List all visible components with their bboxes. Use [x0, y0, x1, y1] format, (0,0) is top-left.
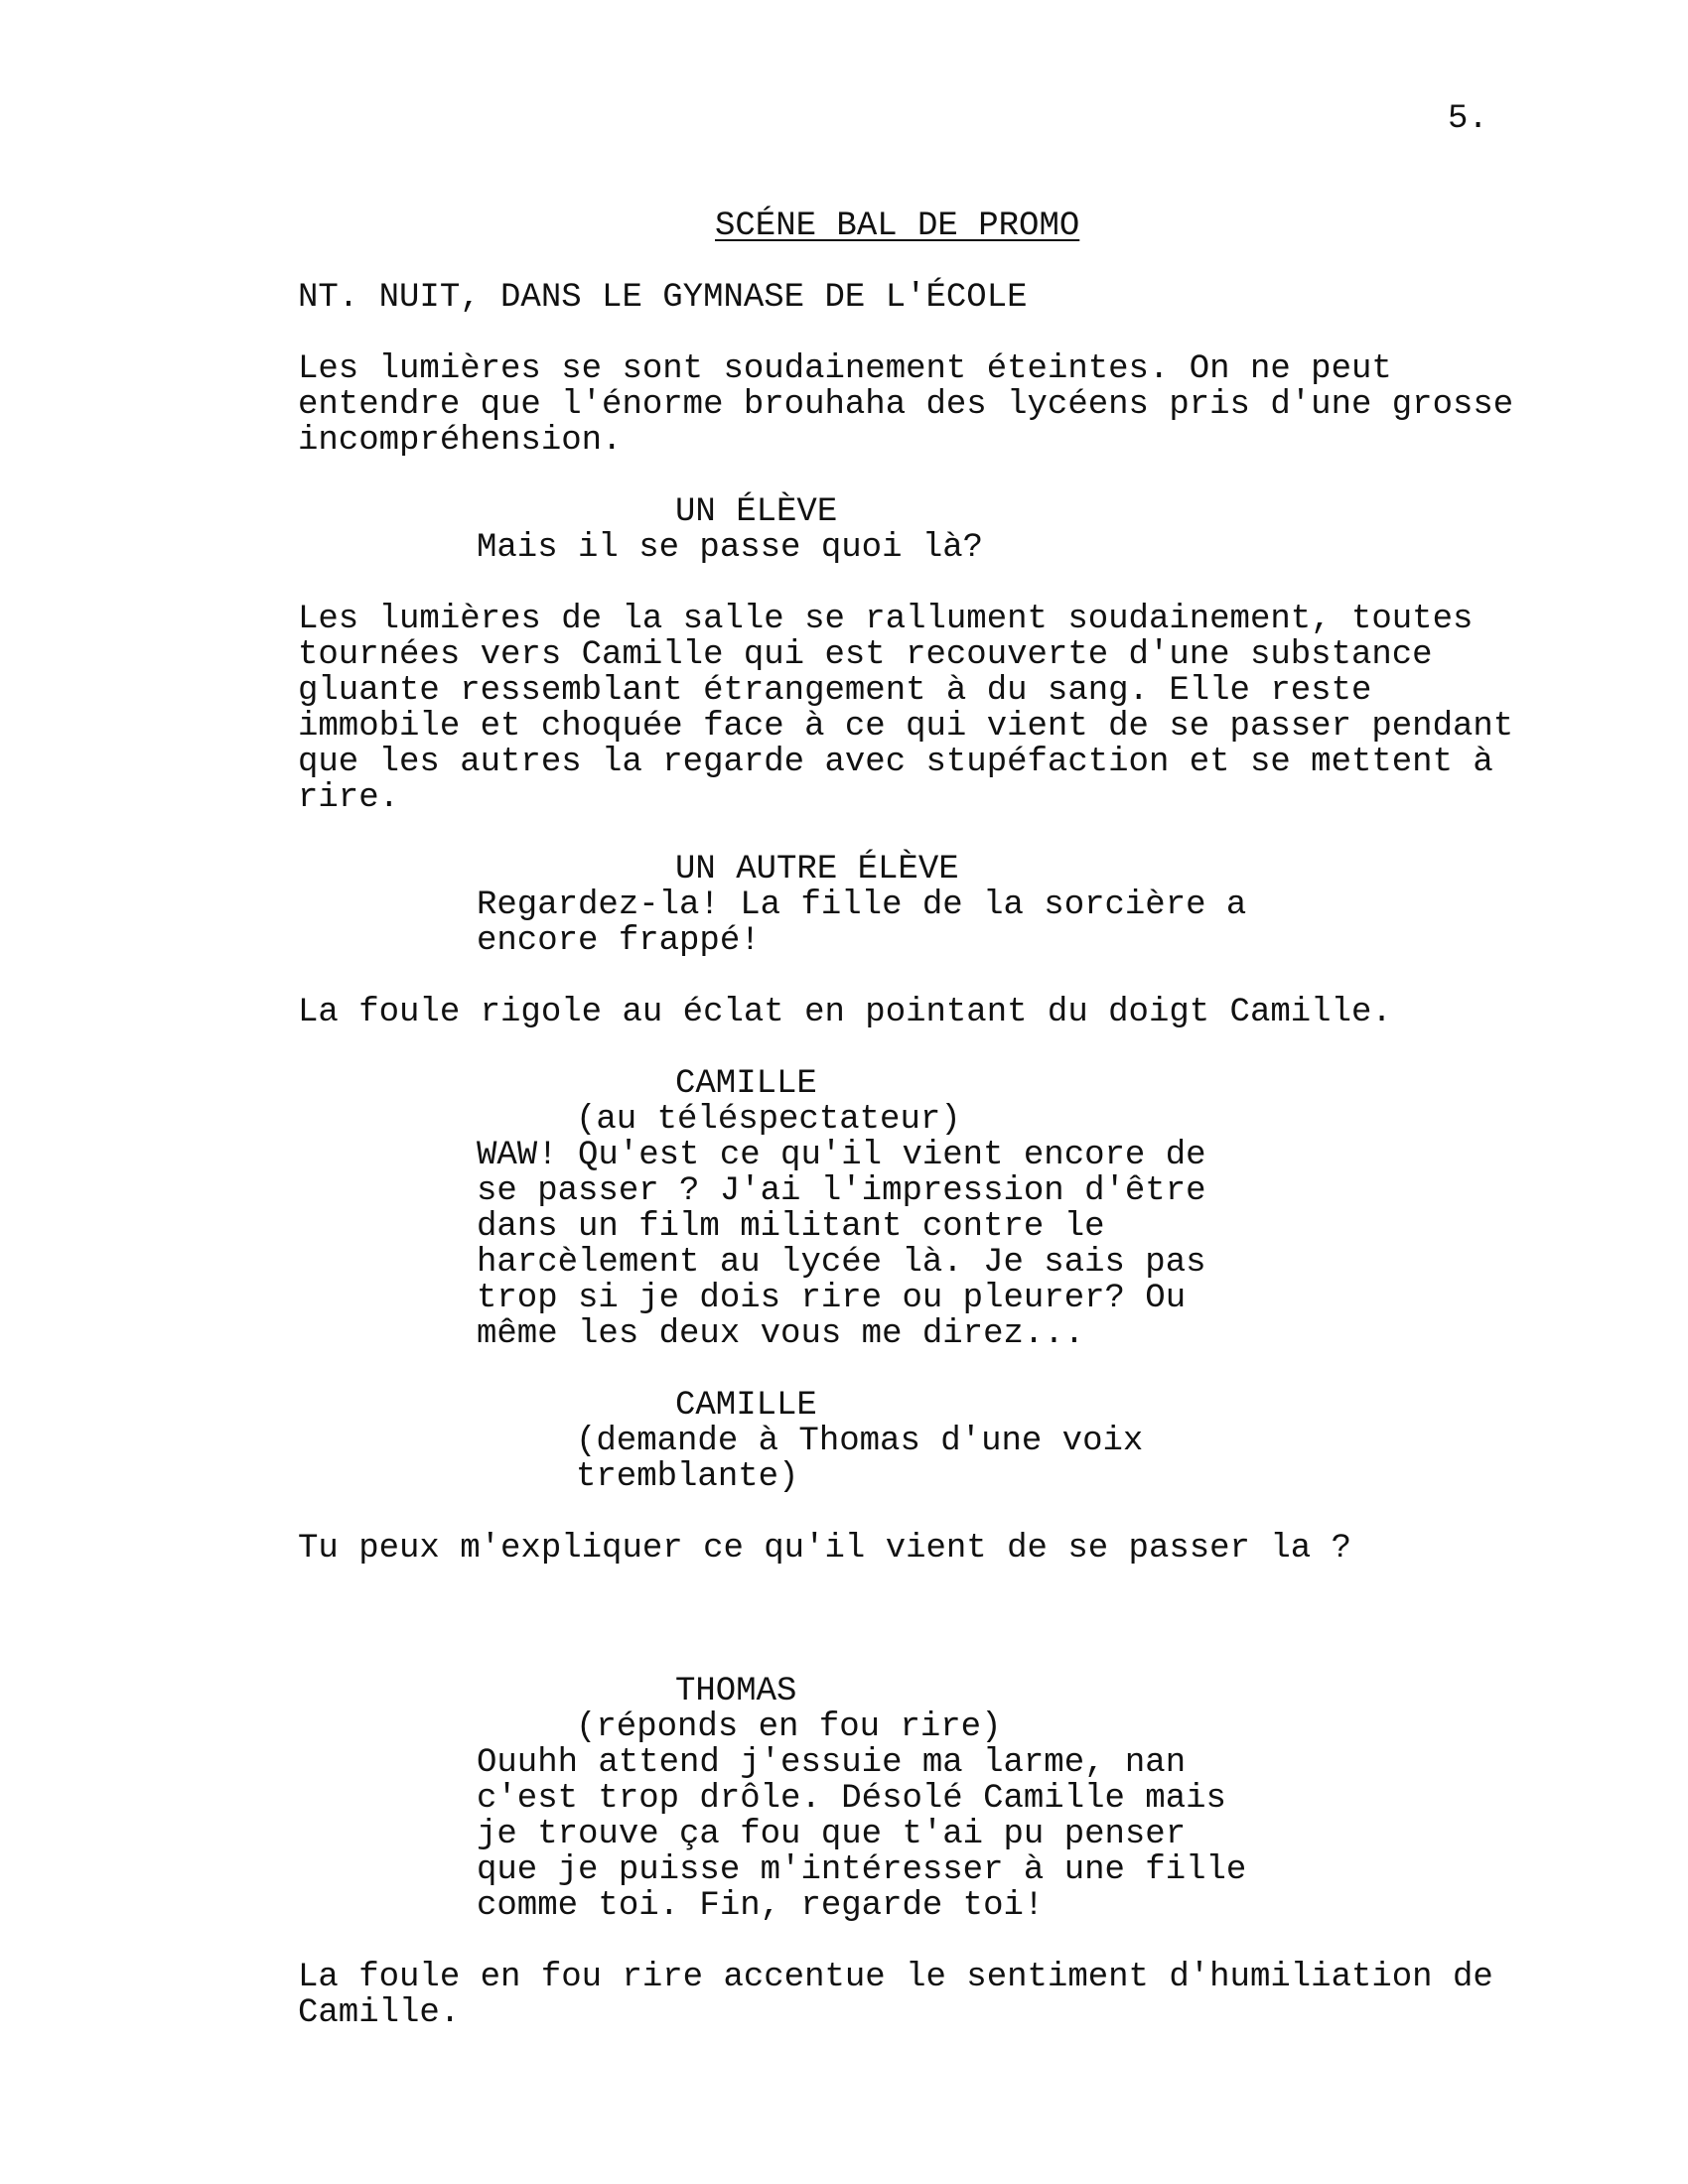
action-paragraph: Les lumières se sont soudainement éteintes. On ne peut entendre que l'énorme brouhaha des lycéens pris d'une grosse incompréhension. — [298, 350, 1514, 460]
page-number: 5. — [1448, 100, 1488, 138]
scene-title: SCÉNE BAL DE PROMO — [715, 207, 1080, 245]
character-name: CAMILLE — [675, 1065, 817, 1103]
character-name: CAMILLE — [675, 1387, 817, 1425]
dialogue-line: Regardez-la! La fille de la sorcière a encore frappé! — [477, 887, 1247, 960]
character-name: THOMAS — [675, 1673, 797, 1710]
action-paragraph: Les lumières de la salle se rallument soudainement, toutes tournées vers Camille qui est recouverte d'une substance gluante ressemblant étrangement à du sang. Elle reste immobile et choquée face à ce qui vient de se passer pendant que les autres la regarde avec stupéfaction et se mettent à rire. — [298, 601, 1514, 817]
parenthetical: (demande à Thomas d'une voix tremblante) — [576, 1423, 1144, 1496]
dialogue-line: Mais il se passe quoi là? — [477, 529, 984, 567]
character-name: UN AUTRE ÉLÈVE — [675, 851, 959, 888]
dialogue-line: WAW! Qu'est ce qu'il vient encore de se passer ? J'ai l'impression d'être dans un film militant contre le harcèlement au lycée là. Je sais pas trop si je dois rire ou pleurer? Ou même les deux vous me direz... — [477, 1137, 1206, 1353]
action-paragraph: La foule rigole au éclat en pointant du doigt Camille. — [298, 994, 1392, 1031]
dialogue-line: Ouuhh attend j'essuie ma larme, nan c'est trop drôle. Désolé Camille mais je trouve ça fou que t'ai pu penser que je puisse m'intéresser à une fille comme toi. Fin, regarde toi! — [477, 1744, 1247, 1925]
parenthetical: (réponds en fou rire) — [576, 1708, 1002, 1746]
action-paragraph: La foule en fou rire accentue le sentiment d'humiliation de Camille. — [298, 1959, 1493, 2032]
scene-heading: NT. NUIT, DANS LE GYMNASE DE L'ÉCOLE — [298, 279, 1028, 317]
parenthetical: (au téléspectateur) — [576, 1101, 961, 1139]
character-name: UN ÉLÈVE — [675, 493, 838, 531]
action-paragraph: Tu peux m'expliquer ce qu'il vient de se passer la ? — [298, 1530, 1351, 1568]
